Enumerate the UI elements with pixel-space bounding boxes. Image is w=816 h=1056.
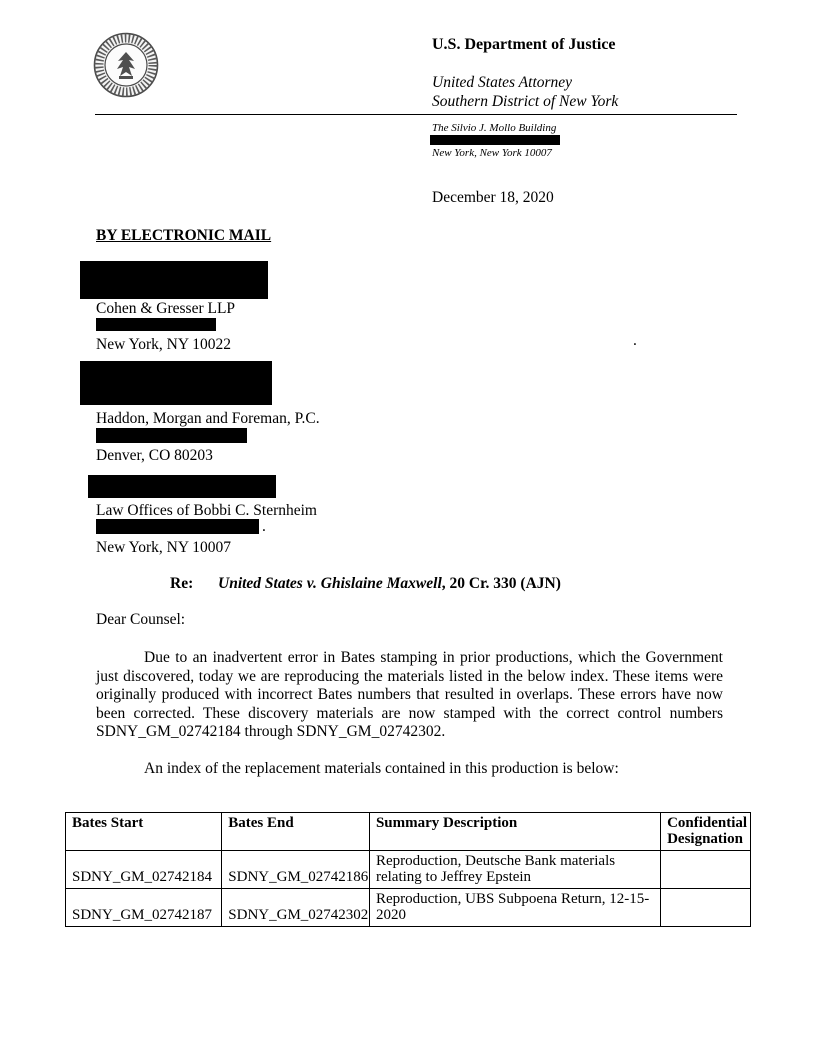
body-paragraph: An index of the replacement materials contained in this production is below: — [144, 760, 619, 777]
confidential-cell — [661, 889, 751, 927]
case-name: United States v. Ghislaine Maxwell — [218, 575, 442, 592]
letterhead-building: The Silvio J. Mollo Building — [432, 122, 557, 134]
bates-start-cell: SDNY_GM_02742187 — [66, 889, 222, 927]
letterhead-office: United States Attorney — [432, 74, 573, 91]
redaction-bar — [430, 135, 560, 145]
bates-index-table — [65, 812, 751, 927]
table-row — [66, 851, 751, 889]
recipient-city: New York, NY 10007 — [96, 539, 232, 556]
redaction-suffix-period: . — [262, 518, 266, 535]
redaction-bar — [96, 428, 247, 443]
body-paragraph: Due to an inadvertent error in Bates stamping in prior productions, which the Government just discovered, today we are reproducing the materials listed in the below index. These items were originally produced with incorrect Bates numbers that resulted in overlaps. These errors have now been corrected. These discovery materials are now stamped with the correct control numbers SDNY_GM_02742184 through SDNY_GM_02742302. — [96, 649, 723, 740]
table-row — [66, 889, 751, 927]
bates-end-cell: SDNY_GM_02742186 — [222, 851, 370, 889]
recipient-firm: Cohen & Gresser LLP — [96, 300, 236, 317]
bates-start-cell: SDNY_GM_02742184 — [66, 851, 222, 889]
redaction-bar — [96, 318, 216, 331]
stray-period: . — [633, 332, 637, 349]
redaction-bar — [96, 519, 259, 534]
column-header-bates-start: Bates Start — [66, 813, 222, 851]
summary-cell: Reproduction, UBS Subpoena Return, 12-15-2020 — [369, 889, 660, 927]
salutation: Dear Counsel: — [96, 611, 186, 628]
doj-seal-icon — [93, 32, 159, 98]
column-header-confidential: Confidential Designation — [661, 813, 751, 851]
delivery-method: BY ELECTRONIC MAIL — [96, 227, 272, 244]
recipient-firm: Law Offices of Bobbi C. Sternheim — [96, 502, 317, 519]
confidential-cell — [661, 851, 751, 889]
column-header-summary: Summary Description — [369, 813, 660, 851]
letterhead-agency: U.S. Department of Justice — [432, 36, 616, 53]
recipient-firm: Haddon, Morgan and Foreman, P.C. — [96, 410, 320, 427]
recipient-city: New York, NY 10022 — [96, 336, 232, 353]
redaction-bar — [88, 475, 276, 498]
table-header-row — [66, 813, 751, 851]
letter-date: December 18, 2020 — [432, 189, 554, 206]
column-header-bates-end: Bates End — [222, 813, 370, 851]
letterhead-divider — [95, 114, 737, 115]
summary-cell: Reproduction, Deutsche Bank materials relating to Jeffrey Epstein — [369, 851, 660, 889]
recipient-city: Denver, CO 80203 — [96, 447, 213, 464]
letterhead-city: New York, New York 10007 — [432, 147, 552, 159]
redaction-bar — [80, 261, 268, 299]
re-line — [170, 575, 561, 593]
redaction-bar — [80, 361, 272, 405]
re-label: Re: — [170, 575, 194, 592]
letterhead-district: Southern District of New York — [432, 93, 619, 110]
case-number: , 20 Cr. 330 (AJN) — [441, 575, 561, 592]
bates-end-cell: SDNY_GM_02742302 — [222, 889, 370, 927]
